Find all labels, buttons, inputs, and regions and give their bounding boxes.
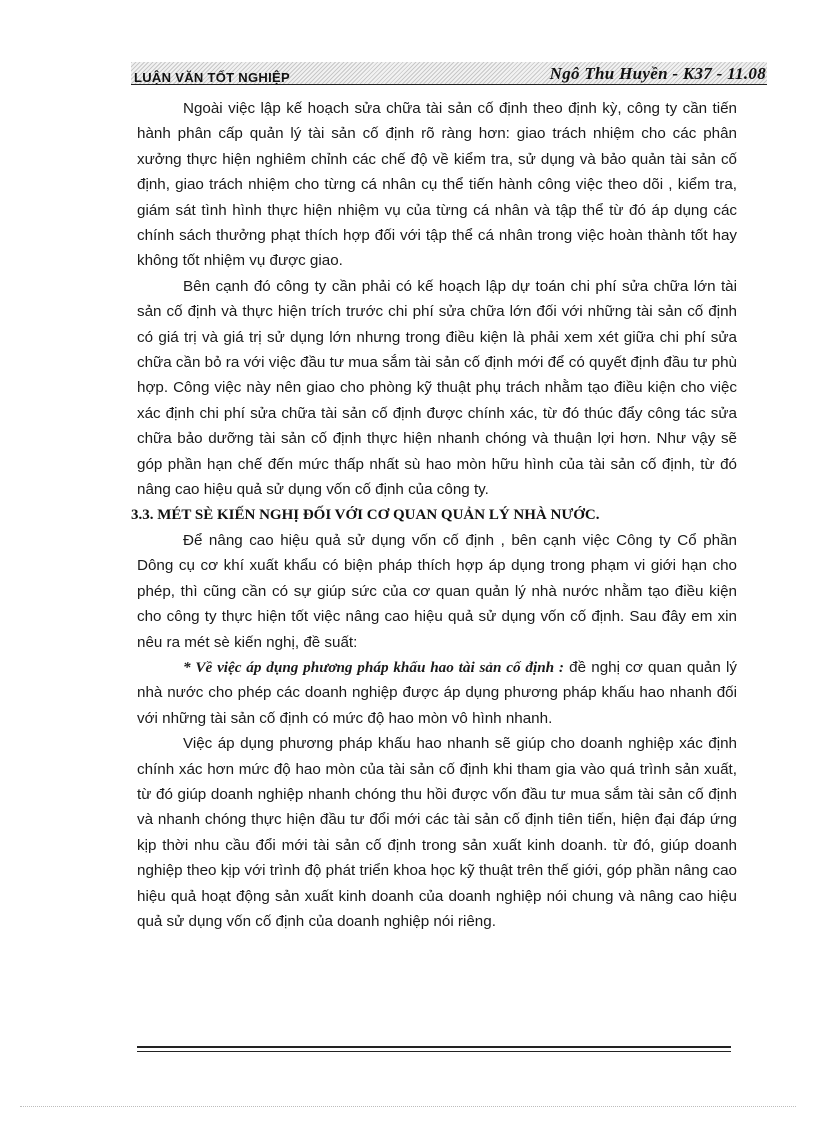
footer-double-rule-bottom [137, 1051, 731, 1052]
paragraph-3: Để nâng cao hiệu quả sử dụng vốn cố định , bên cạnh việc Công ty Cổ phần Dông cụ cơ khí xuất khẩu có biện pháp thích hợp áp dụng trong phạm vi giới hạn cho phép, thì cũng cần có sự giúp sức của cơ quan quản lý nhà nước nhằm tạo điều kiện cho công ty thực hiện tốt việc nâng cao hiệu quả sử dụng vốn cố định. Sau đây em xin nêu ra mét sè kiến nghị, đề suất: [137, 531, 737, 651]
paragraph-2: Bên cạnh đó công ty cần phải có kế hoạch lập dự toán chi phí sửa chữa lớn tài sản cố định và thực hiện trích trước chi phí sửa chữa lớn đối với những tài sản cố định có giá trị và giá trị sử dụng lớn nhưng trong điều kiện là phải xem xét giữa chi phí sửa chữa cần bỏ ra với việc đầu tư mua sắm tài sản cố định mới để có quyết định đầu tư phù hợp. Công việc này nên giao cho phòng kỹ thuật phụ trách nhằm tạo điều kiện cho việc xác định chi phí sửa chữa tài sản cố định được chính xác, từ đó thúc đẩy công tác sửa chữa bảo dưỡng tài sản cố định thực hiện nhanh chóng và thuận lợi hơn. Như vậy sẽ góp phần hạn chế đến mức thấp nhất sù hao mòn hữu hình của tài sản cố định, từ đó nâng cao hiệu quả sử dụng vốn cố định của công ty. [137, 277, 737, 499]
paragraph-4-text: đề nghị cơ quan quản lý nhà nước cho phép các doanh nghiệp được áp dụng phương pháp khấu hao nhanh đối với những tài sản cố định có mức độ hao mòn vô hình nhanh. [137, 658, 737, 727]
page-bottom-dotted-line [20, 1106, 796, 1107]
document-body [131, 96, 737, 934]
paragraph-4-lead: * Về việc áp dụng phương pháp khấu hao tài sản cố định : [183, 658, 564, 676]
footer-double-rule-top [137, 1046, 731, 1048]
section-heading: 3.3. MÉT SÈ KIẾN NGHỊ ĐỐI VỚI CƠ QUAN QUẢN LÝ NHÀ NƯỚC. [131, 506, 600, 523]
paragraph-4 [137, 655, 737, 731]
paragraph-5: Việc áp dụng phương pháp khấu hao nhanh sẽ giúp cho doanh nghiệp xác định chính xác hơn mức độ hao mòn của tài sản cố định khi tham gia vào quá trình sản xuất, từ đó giúp doanh nghiệp nhanh chóng thu hồi được vốn đầu tư mua sắm tài sản cố định và nhanh chóng thực hiện đầu tư đổi mới các tài sản cố định tiên tiến, hiện đại đáp ứng kịp thời nhu cầu đổi mới tài sản cố định trong sản xuất kinh doanh. từ đó, giúp doanh nghiệp theo kịp với trình độ phát triển khoa học kỹ thuật trên thế giới, góp phần nâng cao hiệu quả hoạt động sản xuất kinh doanh của doanh nghiệp nói chung và nâng cao hiệu quả sử dụng vốn cố định của doanh nghiệp nói riêng. [137, 735, 737, 930]
header-divider [131, 84, 767, 85]
header-author: Ngô Thu Huyền - K37 - 11.08 [549, 64, 766, 83]
paragraph-1: Ngoài việc lập kế hoạch sửa chữa tài sản cố định theo định kỳ, công ty cần tiến hành phân cấp quản lý tài sản cố định rõ ràng hơn: giao trách nhiệm cho các phân xưởng thực hiện nghiêm chỉnh các chế độ về kiểm tra, sử dụng và bảo quản tài sản cố định, giao trách nhiệm cho từng cá nhân cụ thể tiến hành công việc theo dõi , kiểm tra, giám sát tình hình thực hiện nhiệm vụ của từng cá nhân và tập thể từ đó áp dụng các chính sách thưởng phạt thích hợp đối với tập thể cá nhân trong việc hoàn thành tốt hay không tốt nhiệm vụ được giao. [137, 100, 737, 270]
header-title: LUẬN VĂN TỐT NGHIỆP [134, 70, 290, 85]
